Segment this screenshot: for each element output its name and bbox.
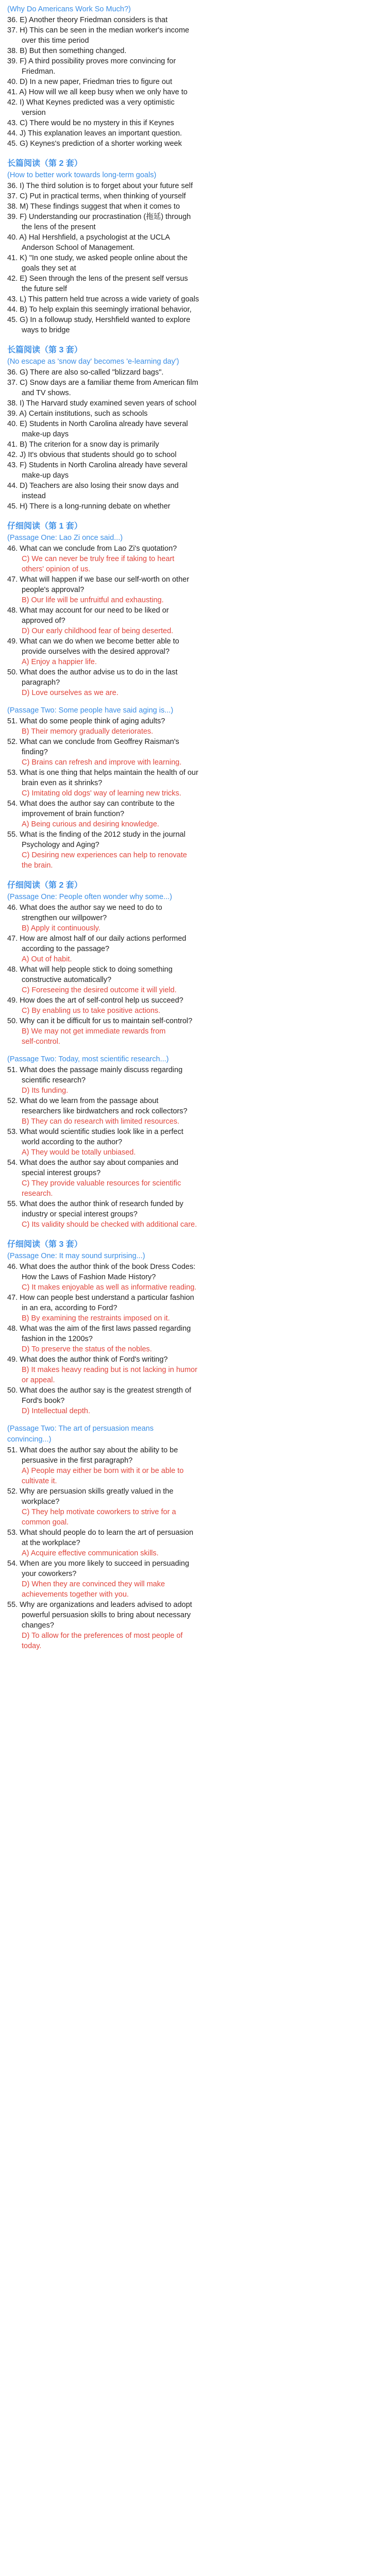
answer-line: C) They help motivate coworkers to strive for a: [22, 1508, 176, 1516]
passage-gap: [7, 1416, 380, 1423]
question-line-continued: Friedman.: [22, 67, 56, 76]
question-line: 44. D) Teachers are also losing their snow days and: [7, 482, 179, 490]
question-line: 46. What does the author say we need to do to: [7, 904, 162, 912]
section-heading: 长篇阅读（第 2 套）: [7, 159, 82, 168]
passage-note: (Passage Two: Some people have said aging is...): [7, 706, 174, 715]
question-line-continued: approved of?: [22, 617, 65, 625]
answer-line: research.: [22, 1190, 53, 1198]
question-line: 47. How are almost half of our daily actions performed: [7, 935, 187, 943]
question-line-continued: workplace?: [22, 1498, 60, 1506]
passage-gap: [7, 698, 380, 705]
question-line: 53. What is one thing that helps maintain the health of our: [7, 769, 198, 777]
question-line-continued: the lens of the present: [22, 223, 96, 231]
answer-line: D) Our early childhood fear of being deserted.: [22, 627, 174, 635]
question-line: 52. Why are persuasion skills greatly valued in the: [7, 1487, 174, 1496]
question-line: 43. C) There would be no mystery in this if Keynes: [7, 119, 174, 127]
answer-line: B) They can do research with limited resources.: [22, 1117, 179, 1126]
question-line-continued: How the Laws of Fashion Made History?: [22, 1273, 156, 1281]
question-line: 41. A) How will we all keep busy when we only have to: [7, 88, 188, 96]
question-line-continued: your coworkers?: [22, 1570, 77, 1578]
question-line-continued: in an era, according to Ford?: [22, 1304, 117, 1312]
answer-line: B) By examining the restraints imposed on it.: [22, 1314, 170, 1323]
question-line: 36. G) There are also so-called "blizzard bags".: [7, 368, 164, 377]
answer-line: D) To allow for the preferences of most people of: [22, 1632, 183, 1640]
question-line-continued: ways to bridge: [22, 326, 70, 334]
question-line: 39. F) A third possibility proves more convincing for: [7, 57, 176, 65]
passage-note: (Passage One: People often wonder why some...): [7, 893, 172, 901]
question-line: 54. What does the author say about companies and: [7, 1159, 179, 1167]
answer-line: D) Love ourselves as we are.: [22, 689, 119, 697]
answer-line: C) It makes enjoyable as well as informative reading.: [22, 1283, 197, 1292]
question-line-continued: improvement of brain function?: [22, 810, 125, 818]
question-line: 44. J) This explanation leaves an important question.: [7, 129, 182, 138]
answer-line: A) Out of habit.: [22, 955, 72, 963]
question-line: 45. G) Keynes's prediction of a shorter working week: [7, 140, 182, 148]
section-gap: [7, 149, 380, 154]
question-line-continued: researchers like birdwatchers and rock collectors?: [22, 1107, 188, 1115]
question-line: 45. H) There is a long-running debate on whether: [7, 502, 171, 511]
answer-line: common goal.: [22, 1518, 69, 1527]
answer-line: A) Acquire effective communication skills.: [22, 1549, 159, 1557]
question-line-continued: at the workplace?: [22, 1539, 80, 1547]
answer-line: D) Its funding.: [22, 1087, 69, 1095]
question-line-continued: finding?: [22, 748, 48, 756]
question-line: 49. What does the author think of Ford's writing?: [7, 1355, 168, 1364]
question-line-continued: provide ourselves with the desired approval?: [22, 648, 170, 656]
answer-line: B) It makes heavy reading but is not lacking in humor: [22, 1366, 197, 1374]
question-line-continued: over this time period: [22, 37, 89, 45]
question-line-continued: scientific research?: [22, 1076, 86, 1084]
passage-note: (Passage One: It may sound surprising...): [7, 1252, 145, 1260]
question-line: 52. What can we conclude from Geoffrey Raisman's: [7, 738, 179, 746]
question-line: 50. Why can it be difficult for us to maintain self-control?: [7, 1017, 193, 1025]
answer-line: D) To preserve the status of the nobles.: [22, 1345, 152, 1353]
question-line: 44. B) To help explain this seemingly irrational behavior,: [7, 306, 192, 314]
question-line-continued: special interest groups?: [22, 1169, 101, 1177]
answer-line: cultivate it.: [22, 1477, 57, 1485]
question-line-continued: world according to the author?: [22, 1138, 123, 1146]
question-line: 40. E) Students in North Carolina already have several: [7, 420, 188, 428]
question-line-continued: constructive automatically?: [22, 976, 112, 984]
section-gap: [7, 512, 380, 517]
section-gap: [7, 1230, 380, 1235]
question-line: 54. When are you more likely to succeed in persuading: [7, 1560, 190, 1568]
question-line-continued: Ford's book?: [22, 1397, 65, 1405]
question-line: 40. A) Hal Hershfield, a psychologist at the UCLA: [7, 233, 170, 242]
question-line-continued: paragraph?: [22, 679, 60, 687]
question-line-continued: fashion in the 1200s?: [22, 1335, 93, 1343]
answer-key-content: [7, 4, 380, 1651]
question-line-continued: version: [22, 109, 46, 117]
question-line-continued: make-up days: [22, 471, 69, 480]
answer-line: C) They provide valuable resources for scientific: [22, 1179, 181, 1188]
section-gap: [7, 335, 380, 341]
question-line-continued: goals they set at: [22, 264, 76, 273]
question-line: 52. What do we learn from the passage about: [7, 1097, 159, 1105]
question-line: 38. B) But then something changed.: [7, 47, 127, 55]
question-line: 50. What does the author say is the greatest strength of: [7, 1386, 192, 1395]
question-line-continued: according to the passage?: [22, 945, 110, 953]
passage-note: convincing...): [7, 1435, 52, 1444]
question-line: 46. What does the author think of the book Dress Codes:: [7, 1263, 196, 1271]
question-line: 36. E) Another theory Friedman considers is that: [7, 16, 168, 24]
answer-line: B) We may not get immediate rewards from: [22, 1027, 166, 1036]
question-line-continued: make-up days: [22, 430, 69, 438]
answer-line: A) Enjoy a happier life.: [22, 658, 97, 666]
question-line: 38. M) These findings suggest that when it comes to: [7, 202, 180, 211]
question-line: 37. C) Snow days are a familiar theme from American film: [7, 379, 198, 387]
answer-line: B) Our life will be unfruitful and exhausting.: [22, 596, 164, 604]
question-line: 55. What is the finding of the 2012 study in the journal: [7, 831, 186, 839]
question-line: 51. What do some people think of aging adults?: [7, 717, 165, 725]
question-line: 42. E) Seen through the lens of the present self versus: [7, 275, 188, 283]
question-line-continued: industry or special interest groups?: [22, 1210, 138, 1218]
question-line: 43. L) This pattern held true across a wide variety of goals: [7, 295, 199, 303]
answer-line: A) People may either be born with it or be able to: [22, 1467, 184, 1475]
question-line: 39. A) Certain institutions, such as schools: [7, 410, 148, 418]
question-line: 40. D) In a new paper, Friedman tries to figure out: [7, 78, 172, 86]
question-line-continued: changes?: [22, 1621, 54, 1630]
question-line: 39. F) Understanding our procrastination (拖延) through: [7, 213, 191, 221]
question-line: 55. Why are organizations and leaders advised to adopt: [7, 1601, 192, 1609]
section-heading: 长篇阅读（第 3 套）: [7, 346, 82, 354]
question-line: 48. What may account for our need to be liked or: [7, 606, 169, 615]
passage-note: (No escape as 'snow day' becomes 'e-learning day'): [7, 358, 179, 366]
question-line: 47. What will happen if we base our self-worth on other: [7, 575, 190, 584]
answer-line: achievements together with you.: [22, 1590, 129, 1599]
question-line: 43. F) Students in North Carolina already have several: [7, 461, 188, 469]
passage-note: (Why Do Americans Work So Much?): [7, 5, 131, 13]
question-line: 45. G) In a followup study, Hershfield wanted to explore: [7, 316, 191, 324]
question-line: 38. I) The Harvard study examined seven years of school: [7, 399, 197, 408]
question-line-continued: brain even as it shrinks?: [22, 779, 103, 787]
question-line: 36. I) The third solution is to forget about your future self: [7, 182, 193, 190]
question-line-continued: and TV shows.: [22, 389, 71, 397]
question-line-continued: persuasive in the first paragraph?: [22, 1456, 133, 1465]
question-line: 47. How can people best understand a particular fashion: [7, 1294, 194, 1302]
passage-note: (Passage Two: Today, most scientific research...): [7, 1055, 169, 1063]
question-line-continued: the future self: [22, 285, 67, 293]
question-line: 55. What does the author think of research funded by: [7, 1200, 183, 1208]
question-line: 42. J) It's obvious that students should go to school: [7, 451, 177, 459]
question-line-continued: powerful persuasion skills to bring about necessary: [22, 1611, 191, 1619]
passage-note: (Passage Two: The art of persuasion means: [7, 1425, 154, 1433]
question-line: 51. What does the passage mainly discuss regarding: [7, 1066, 183, 1074]
answer-line: others' opinion of us.: [22, 565, 91, 573]
question-line: 42. I) What Keynes predicted was a very optimistic: [7, 98, 175, 107]
question-line: 37. H) This can be seen in the median worker's income: [7, 26, 190, 35]
answer-line: today.: [22, 1642, 42, 1650]
answer-line: C) We can never be truly free if taking to heart: [22, 555, 175, 563]
answer-line: C) Foreseeing the desired outcome it will yield.: [22, 986, 177, 994]
section-heading: 仔细阅读（第 2 套）: [7, 881, 82, 890]
question-line: 41. B) The criterion for a snow day is primarily: [7, 440, 159, 449]
question-line: 49. How does the art of self-control help us succeed?: [7, 996, 183, 1005]
answer-line: C) Desiring new experiences can help to renovate: [22, 851, 187, 859]
question-line-continued: instead: [22, 492, 46, 500]
question-line: 53. What should people do to learn the art of persuasion: [7, 1529, 194, 1537]
answer-line: B) Their memory gradually deteriorates.: [22, 727, 154, 736]
question-line-continued: people's approval?: [22, 586, 85, 594]
question-line-continued: Anderson School of Management.: [22, 244, 135, 252]
passage-gap: [7, 1047, 380, 1054]
answer-line: C) Its validity should be checked with additional care.: [22, 1221, 197, 1229]
passage-note: (How to better work towards long-term goals): [7, 171, 157, 179]
question-line: 54. What does the author say can contribute to the: [7, 800, 175, 808]
passage-note: (Passage One: Lao Zi once said...): [7, 534, 123, 542]
question-line: 51. What does the author say about the ability to be: [7, 1446, 178, 1454]
answer-line: C) By enabling us to take positive actions.: [22, 1007, 161, 1015]
question-line: 48. What will help people stick to doing something: [7, 965, 173, 974]
answer-line: self-control.: [22, 1038, 60, 1046]
question-line-continued: Psychology and Aging?: [22, 841, 99, 849]
answer-line: the brain.: [22, 861, 53, 870]
answer-line: B) Apply it continuously.: [22, 924, 100, 933]
answer-line: or appeal.: [22, 1376, 55, 1384]
section-heading: 仔细阅读（第 3 套）: [7, 1240, 82, 1249]
answer-line: C) Brains can refresh and improve with learning.: [22, 758, 182, 767]
answer-line: C) Imitating old dogs' way of learning new tricks.: [22, 789, 181, 798]
answer-line: D) Intellectual depth.: [22, 1407, 90, 1415]
answer-line: D) When they are convinced they will make: [22, 1580, 165, 1588]
question-line: 46. What can we conclude from Lao Zi's quotation?: [7, 545, 177, 553]
question-line-continued: strengthen our willpower?: [22, 914, 107, 922]
question-line: 48. What was the aim of the first laws passed regarding: [7, 1325, 191, 1333]
question-line: 41. K) "In one study, we asked people online about the: [7, 254, 188, 262]
question-line: 50. What does the author advise us to do in the last: [7, 668, 178, 676]
question-line: 53. What would scientific studies look like in a perfect: [7, 1128, 183, 1136]
section-gap: [7, 871, 380, 876]
answer-line: A) They would be totally unbiased.: [22, 1148, 136, 1157]
question-line: 37. C) Put in practical terms, when thinking of yourself: [7, 192, 186, 200]
question-line: 49. What can we do when we become better able to: [7, 637, 179, 646]
section-heading: 仔细阅读（第 1 套）: [7, 522, 82, 531]
answer-line: A) Being curious and desiring knowledge.: [22, 820, 159, 828]
